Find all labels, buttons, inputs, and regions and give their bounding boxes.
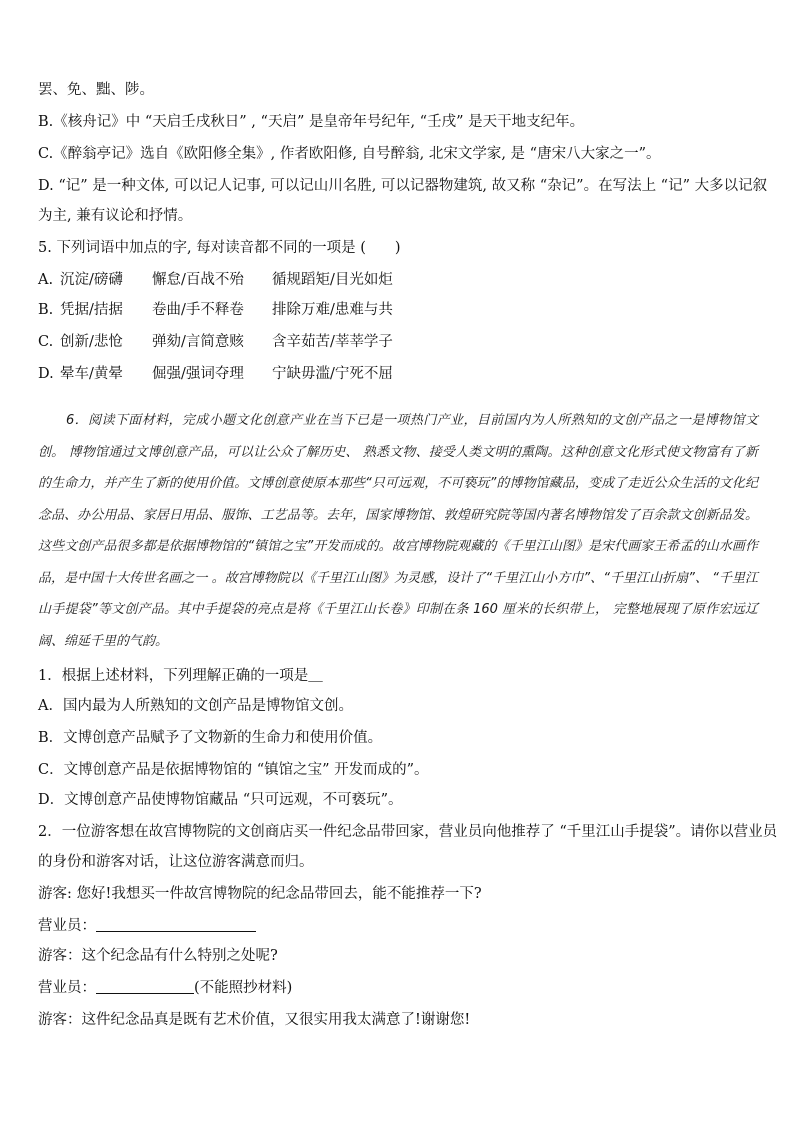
option-label: B. [38, 302, 54, 318]
dialog-visitor-2: 游客：这个纪念品有什么特别之处呢? [38, 948, 278, 964]
word-pair: 沉淀/磅礴 [60, 272, 123, 288]
q6-sub1-stem: 1．根据上述材料，下列理解正确的一项是＿ [38, 668, 323, 684]
q6-reading-passage [38, 405, 758, 657]
passage-text: 6．阅读下面材料，完成小题文化创意产业在当下已是一项热门产业，目前国内为人所熟知的文创产品之一是博物馆文创。 博物馆通过文博创意产品，可以让公众了解历史、 熟悉文物、接受人类文明的熏陶。这种创意文化形式使文物富有了新的生命力，并产生了新的使用价值。文博创意使原本那些“只可远观，不可亵玩”的博物馆藏品，变成了走近公众生活的文化纪念品、办公用品、家居日用品、服饰、工艺品等。去年，国家博物馆、敦煌研究院等国内著名博物馆发了百余款文创新品发。这些文创产品很多都是依据博物馆的“镇馆之宝”开发而成的。故宫博物院观藏的《千里江山图》是宋代画家王希孟的山水画作品，是中国十大传世名画之一 。故宫博物院以《千里江山图》为灵感，设计了“千里江山小方巾”、“千里江山折扇”、 “千里江山手提袋”等文创产品。其中手提袋的亮点是将《千里江山长卷》印制在条 160 厘米的长织带上， 完整地展现了原作宏远辽阔、绵延千里的气韵。 [38, 413, 758, 649]
clerk-label: 营业员： [38, 980, 96, 996]
word-pair: 循规蹈矩/目光如炬 [272, 272, 393, 288]
answer-blank[interactable] [96, 916, 256, 932]
q4-option-d-line1: D. “记” 是一种文体, 可以记人记事, 可以记山川名胜, 可以记器物建筑, 故又称 “杂记”。在写法上 “记” 大多以记叙 [38, 178, 768, 194]
word-pair: 卷曲/手不释卷 [152, 302, 244, 318]
option-label: A. [38, 272, 54, 288]
option-label: D. [38, 366, 54, 382]
dialog-visitor-3: 游客：这件纪念品真是既有艺术价值，又很实用我太满意了!谢谢您! [38, 1012, 471, 1028]
q6-sub1-option-d: D．文博创意产品使博物馆藏品 “只可远观，不可亵玩”。 [38, 792, 403, 808]
q5-stem: 5. 下列词语中加点的字, 每对读音都不同的一项是 ( ) [38, 240, 401, 256]
q6-sub1-option-c: C．文博创意产品是依据博物馆的 “镇馆之宝” 开发而成的”。 [38, 762, 429, 778]
dialog-visitor-1: 游客: 您好!我想买一件故宫博物院的纪念品带回去，能不能推荐一下? [38, 886, 482, 902]
q6-sub2-stem-line2: 的身份和游客对话，让这位游客满意而归。 [38, 854, 314, 870]
word-pair: 宁缺毋滥/宁死不屈 [272, 366, 393, 382]
word-pair: 晕车/黄晕 [60, 366, 123, 382]
q4-option-b: B.《核舟记》中 “天启壬戌秋日” , “天启” 是皇帝年号纪年, “壬戌” 是天干地支纪年。 [38, 114, 585, 130]
answer-blank[interactable] [96, 978, 194, 994]
word-pair: 含辛茹苦/莘莘学子 [272, 334, 393, 350]
word-pair: 弹劾/言简意赅 [152, 334, 244, 350]
q4-option-c: C.《醉翁亭记》选自《欧阳修全集》, 作者欧阳修, 自号醉翁, 北宋文学家, 是 “唐宋八大家之一”。 [38, 146, 661, 162]
dialog-clerk-1 [38, 916, 756, 936]
q6-sub1-option-a: A．国内最为人所熟知的文创产品是博物馆文创。 [38, 698, 353, 714]
q6-sub1-option-b: B．文博创意产品赋予了文物新的生命力和使用价值。 [38, 730, 383, 746]
previous-question-tail: 罢、免、黜、陟。 [38, 82, 154, 98]
q4-option-d-line2: 为主, 兼有议论和抒情。 [38, 208, 193, 224]
answer-note: (不能照抄材料) [194, 980, 293, 996]
clerk-label: 营业员： [38, 918, 96, 934]
dialog-clerk-2 [38, 978, 756, 998]
option-label: C. [38, 334, 54, 350]
word-pair: 创新/悲怆 [60, 334, 123, 350]
word-pair: 懈怠/百战不殆 [152, 272, 244, 288]
q6-sub2-stem-line1: 2．一位游客想在故宫博物院的文创商店买一件纪念品带回家，营业员向他推荐了 “千里江山手提袋”。请你以营业员 [38, 824, 778, 840]
word-pair: 排除万难/患难与共 [272, 302, 393, 318]
word-pair: 凭据/拮据 [60, 302, 123, 318]
word-pair: 倔强/强词夺理 [152, 366, 244, 382]
